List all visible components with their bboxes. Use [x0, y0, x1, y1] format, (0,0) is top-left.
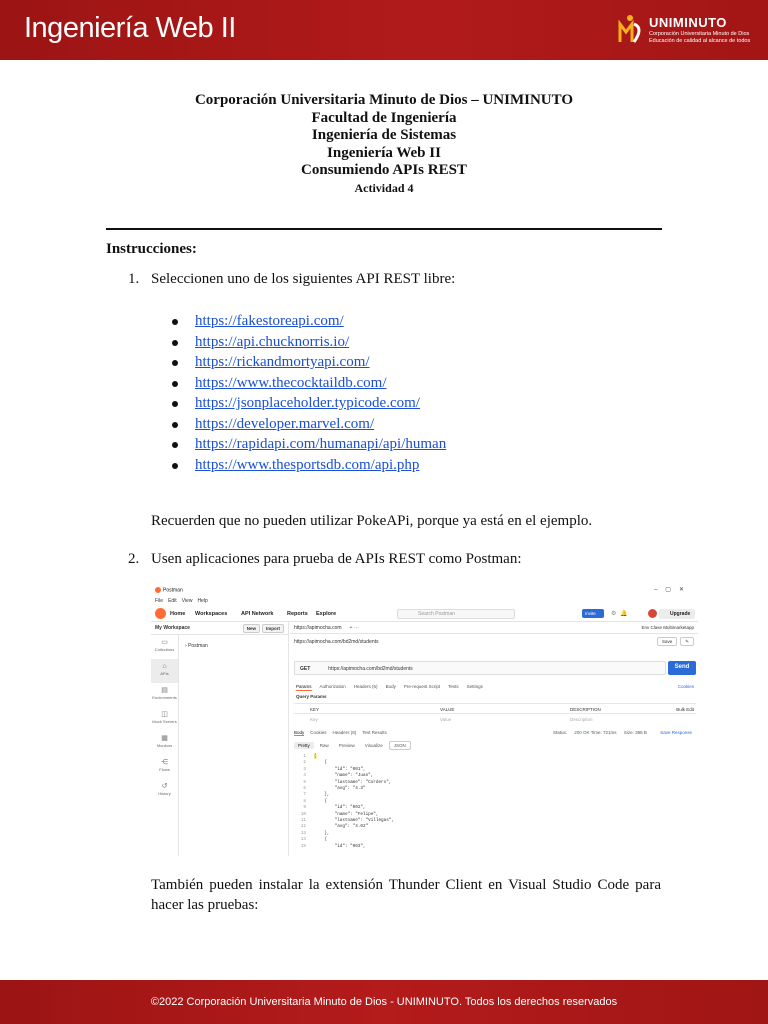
code-text: { — [314, 798, 327, 804]
window-controls: –▢✕ — [653, 587, 692, 593]
send-button: Send — [668, 661, 696, 675]
code-text: }, — [314, 830, 330, 836]
toolbar-icons: ⚙🔔 — [611, 611, 632, 617]
brand-name: UNIMINUTO — [649, 15, 727, 30]
avatar — [648, 609, 657, 618]
rail-flows: ⋲ Flows — [151, 755, 178, 779]
line-number: 8 — [303, 798, 306, 804]
list-item — [172, 352, 446, 373]
line-number: 3 — [303, 766, 306, 772]
uniminuto-emblem — [618, 14, 644, 44]
window-titlebar — [151, 585, 698, 597]
query-params-label: Query Params — [296, 694, 327, 699]
code-text: "lastname": "Villegas", — [314, 818, 394, 824]
api-link[interactable]: https://www.thecocktaildb.com/ — [195, 374, 387, 391]
line-number: 4 — [303, 773, 306, 779]
history-icon: ↺ — [161, 783, 168, 790]
uniminuto-logo — [618, 12, 758, 50]
rail-mock-servers: ◫ Mock Servers — [152, 711, 177, 724]
step-1-number: 1. — [128, 271, 140, 287]
line-number: 1 — [303, 754, 306, 759]
monitors-icon: ▦ — [161, 735, 168, 742]
faculty: Facultad de Ingeniería — [311, 109, 457, 126]
resp-tab-headers: Headers (8) — [332, 730, 357, 735]
code-text: "name": "Juan", — [314, 773, 374, 779]
code-text: "avg": "4.3" — [314, 786, 366, 792]
request-panel — [290, 622, 698, 856]
rail-environments: ▤ Environments — [152, 687, 177, 700]
api-link[interactable]: https://rickandmortyapi.com/ — [195, 354, 370, 370]
tab-headers: Headers (6) — [353, 684, 378, 689]
line-number: 2 — [303, 760, 306, 766]
rail-monitors: ▦ Monitors — [151, 731, 178, 755]
code-text: "name": "Felipe", — [314, 811, 379, 817]
fmt-raw: Raw — [319, 743, 329, 748]
api-link[interactable]: https://api.chucknorris.io/ — [195, 333, 350, 350]
workspace-name: My Workspace — [155, 625, 190, 631]
code-text: }, — [314, 792, 330, 798]
tab-body: Body — [385, 684, 396, 689]
app-name: Postman — [163, 587, 183, 594]
request-title-row — [290, 634, 698, 651]
course-title: Ingeniería Web II — [24, 12, 236, 44]
line-number: 15 — [300, 843, 306, 849]
request-url-bar — [294, 661, 666, 675]
code-text: { — [314, 837, 327, 843]
save-button: Save — [657, 637, 677, 646]
footer — [0, 980, 768, 1024]
sidebar — [151, 622, 289, 856]
line-number: 14 — [300, 837, 306, 843]
collection-tree-item: › Postman — [185, 643, 208, 649]
banner — [0, 0, 768, 60]
request-tabs — [290, 622, 698, 634]
request-name: https://apimocha.com/bd2md/students — [294, 639, 379, 645]
nav-reports: Reports — [287, 611, 308, 617]
institution: Corporación Universitaria Minuto de Dios – UNIMINUTO — [194, 92, 574, 108]
response-tabs — [294, 730, 696, 735]
mock-servers-icon: ◫ — [161, 711, 168, 718]
api-link[interactable]: https://rapidapi.com/humanapi/api/human — [195, 436, 447, 452]
copyright: ©2022 Corporación Universitaria Minuto de Dios - UNIMINUTO. Todos los derechos reservados — [150, 996, 618, 1008]
code-text: "lastname": "Cordero", — [314, 779, 392, 785]
import-button: Import — [262, 624, 284, 633]
code-text: "id": "002", — [314, 805, 366, 811]
document-header — [0, 92, 768, 197]
list-item — [172, 311, 446, 332]
workspace-header — [151, 622, 288, 635]
divider — [106, 228, 662, 230]
topic: Consumiendo APIs REST — [301, 162, 467, 178]
line-number: 7 — [303, 792, 306, 798]
program: Ingeniería de Sistemas — [311, 127, 457, 143]
new-button: New — [243, 624, 260, 633]
param-tabs — [296, 684, 694, 689]
step-1 — [128, 271, 455, 288]
flows-icon: ⋲ — [161, 759, 168, 766]
request-tab: https://apimocha.com — [294, 625, 342, 631]
fmt-pretty: Pretty — [294, 742, 314, 749]
rail-apis: ⌂ APIs — [151, 659, 178, 683]
postman-screenshot — [151, 585, 698, 856]
code-line — [294, 844, 696, 850]
tab-authorization: Authorization — [319, 684, 346, 689]
api-link[interactable]: https://fakestoreapi.com/ — [195, 313, 344, 329]
resp-tab-tests: Test Results — [362, 730, 387, 735]
params-table — [294, 703, 696, 723]
code-text: "id": "001", — [314, 766, 366, 772]
response-status: Status: 200 OK Time: 721ms Size: 398 B — [553, 730, 647, 735]
list-item — [172, 393, 446, 414]
menu-file: File — [155, 598, 164, 604]
add-tab-icon: + ··· — [349, 625, 359, 631]
upgrade-button: Upgrade — [659, 609, 695, 619]
resp-tab-body: Body — [294, 730, 305, 735]
step-2-number: 2. — [128, 551, 140, 567]
code-text: "id": "003", — [314, 843, 366, 849]
collections-icon: ▭ — [161, 639, 168, 646]
sidebar-rail — [151, 635, 179, 856]
fmt-preview: Preview — [338, 743, 355, 748]
code-text: [ — [314, 754, 317, 759]
invite-button: Invite — [582, 609, 604, 618]
api-link-list — [172, 311, 446, 475]
line-number: 12 — [300, 824, 306, 830]
code-text: { — [314, 760, 327, 766]
line-number: 5 — [303, 779, 306, 785]
step-1-text: Seleccionen uno de los siguientes API REST libre: — [151, 271, 456, 287]
menu-help: Help — [197, 598, 208, 604]
step-2-text: Usen aplicaciones para prueba de APIs REST como Postman: — [151, 551, 522, 567]
response-body — [294, 754, 696, 850]
line-number: 6 — [303, 786, 306, 792]
format-toolbar — [294, 741, 413, 750]
list-item — [172, 332, 446, 353]
nav-workspaces: Workspaces — [195, 611, 228, 617]
rail-history: ↺ History — [151, 779, 178, 803]
list-item — [172, 434, 446, 455]
environments-icon: ▤ — [161, 687, 168, 694]
step-2 — [128, 551, 521, 568]
rail-collections: ▭ Collections — [151, 635, 178, 659]
thunder-client-note: También pueden instalar la extensión Thunder Client en Visual Studio Code para hacer las pruebas: — [151, 877, 661, 913]
url-input: https://apimocha.com/bd2md/students — [328, 666, 413, 672]
fmt-visualize: Visualize — [364, 743, 383, 748]
method-select: GET — [300, 666, 311, 672]
code-text: "avg": "4.02" — [314, 824, 369, 830]
brand-line-2: Educación de calidad al alcance de todos — [649, 38, 751, 44]
instructions-heading: Instrucciones: — [106, 241, 197, 257]
line-number: 9 — [303, 805, 306, 811]
menu-edit: Edit — [168, 598, 177, 604]
menu-bar — [151, 597, 698, 606]
course: Ingeniería Web II — [327, 144, 441, 161]
activity: Actividad 4 — [354, 180, 414, 195]
api-link[interactable]: https://jsonplaceholder.typicode.com/ — [195, 395, 420, 411]
edit-icon: ✎ — [680, 637, 694, 646]
cookies-link: Cookies — [677, 684, 694, 689]
nav-explore: Explore — [316, 611, 337, 617]
line-number: 13 — [300, 830, 306, 836]
table-row: Key Value Description — [294, 713, 696, 723]
apis-icon: ⌂ — [162, 663, 167, 670]
save-response-button: Save Response — [660, 730, 692, 735]
postman-logo-icon — [155, 587, 161, 593]
tab-settings: Settings — [466, 684, 483, 689]
list-item — [172, 373, 446, 394]
nav-home: Home — [170, 611, 186, 617]
menu-view: View — [181, 598, 193, 604]
pokeapi-note: Recuerden que no pueden utilizar PokeAPi, porque ya está en el ejemplo. — [151, 513, 593, 529]
line-number: 11 — [300, 818, 306, 824]
api-link[interactable]: https://developer.marvel.com/ — [195, 415, 375, 432]
tab-tests: Tests — [448, 684, 459, 689]
tab-params: Params — [296, 684, 312, 689]
top-nav — [151, 606, 698, 622]
brand-line-1: Corporación Universitaria Minuto de Dios — [649, 31, 750, 37]
list-item — [172, 455, 446, 476]
list-item — [172, 414, 446, 435]
environment-select: Env Clase Multimarketapp — [641, 625, 694, 630]
api-link[interactable]: https://www.thesportsdb.com/api.php — [195, 456, 420, 473]
tab-pre-request: Pre-request Script — [403, 684, 441, 689]
fmt-json-select: JSON — [389, 741, 411, 750]
resp-tab-cookies: Cookies — [310, 730, 327, 735]
table-header: KEY VALUE DESCRIPTION Bulk Edit — [294, 703, 696, 713]
search-input: Search Postman — [397, 609, 515, 619]
nav-api-network: API Network — [241, 611, 274, 617]
line-number: 10 — [300, 811, 306, 817]
postman-home-icon — [155, 608, 166, 619]
